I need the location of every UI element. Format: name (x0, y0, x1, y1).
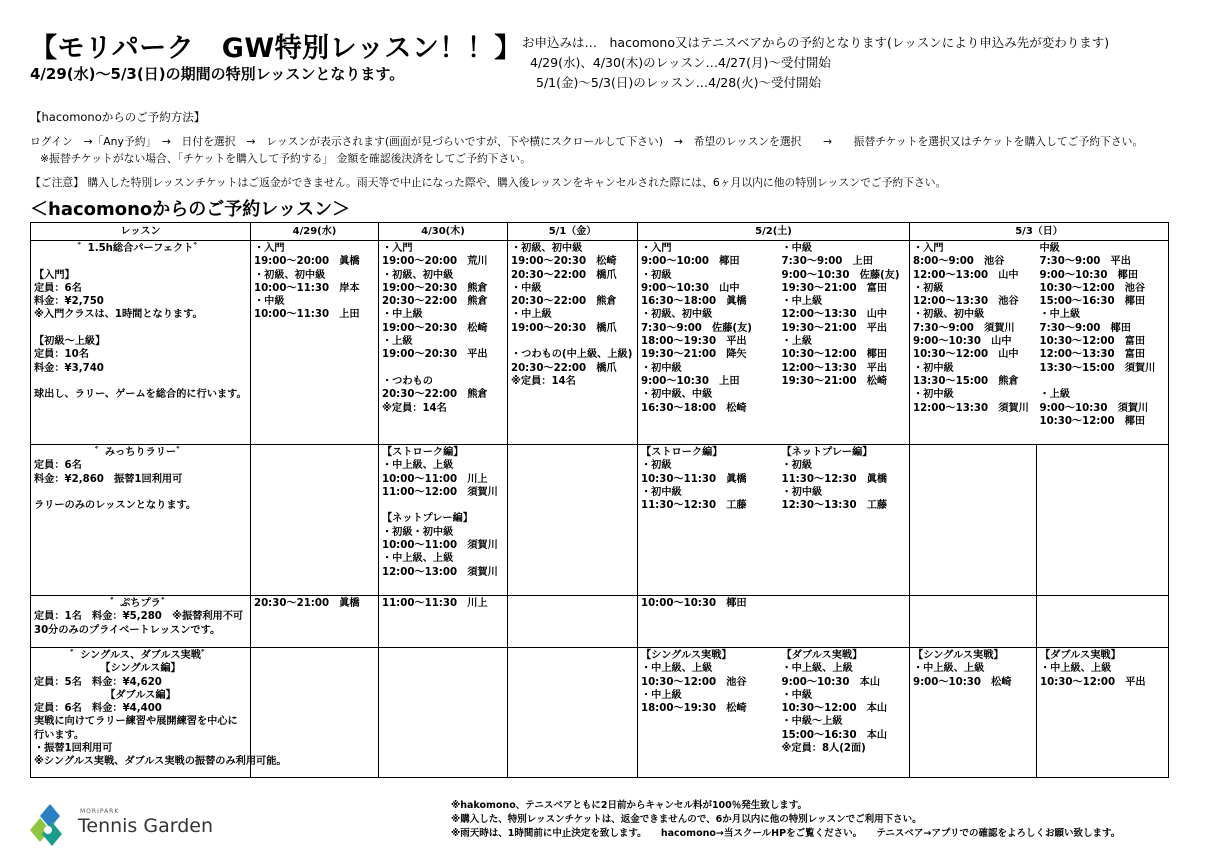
cell-line: ・中上級 (1039, 309, 1081, 321)
cell-line: ・初級 (913, 282, 944, 294)
cell-line: 12:30～13:30 工藤 (781, 500, 888, 512)
cell-line: ・中級～上級 (781, 716, 843, 728)
cell-line: 10:00～11:30 上田 (254, 309, 360, 321)
apply-info-line: 5/1(金)～5/3(日)のレッスン…4/28(火)～受付開始 (536, 75, 821, 90)
cell-line: ゛ぷちプラ゛ (109, 598, 172, 609)
cell-line: 20:30～22:00 橋爪 (511, 362, 617, 374)
cell-line: ・初中級 (641, 362, 682, 374)
cell-line: 20:30～22:00 熊倉 (511, 296, 617, 308)
cell-line: 9:00～10:30 須賀川 (1039, 402, 1149, 414)
cell-line: ※定員：8人(2面) (781, 743, 866, 755)
cell-line: ・初中級 (913, 362, 954, 374)
cell-line: 19:00～20:30 平出 (382, 349, 488, 361)
cell-line (34, 255, 247, 268)
cell-line: ・中上級 (781, 296, 823, 308)
cell-line (382, 499, 504, 512)
cell-line: 19:00～20:00 荒川 (382, 256, 488, 268)
schedule-cell (508, 445, 638, 596)
cell-line: ・初級 (641, 269, 672, 281)
cell-line: ・初中級 (641, 486, 682, 498)
cell-line: ・中級 (254, 296, 285, 308)
cell-line: 16:30～18:00 眞橋 (641, 296, 747, 308)
cell-line: 7:30～9:00 椰田 (1039, 322, 1131, 334)
schedule-cell (508, 241, 638, 445)
cell-line: 定員：6名 (34, 460, 82, 472)
cell-line: ・初中級 (913, 389, 954, 401)
cell-line: 9:00～10:00 椰田 (641, 256, 740, 268)
header-date: 4/29(水) (251, 223, 379, 241)
cell-line: ゛1.5h総合パーフェクト゛ (77, 243, 204, 254)
cell-line: 【シングルス実戦】 (913, 650, 1004, 661)
schedule-cell (910, 241, 1037, 445)
cell-line: 11:30～12:30 工藤 (641, 500, 747, 512)
cell-line: 11:00～11:30 川上 (382, 598, 488, 609)
logo-text: Tennis Garden (78, 815, 214, 837)
cell-line: 行います。 (34, 729, 85, 741)
cell-line: 【初級～上級】 (34, 336, 106, 348)
page-subtitle: 4/29(水)～5/3(日)の期間の特別レッスンとなります。 (30, 65, 405, 83)
cell-line: 7:30～9:00 上田 (781, 256, 873, 268)
cell-line: 12:00～13:30 須賀川 (913, 402, 1029, 414)
schedule-cell (779, 648, 910, 778)
cell-line: 10:00～10:30 椰田 (641, 598, 747, 609)
footer-note: ※雨天時は、1時間前に中止決定を致します。 hacomono→当スクールHPをご覧ください。 テニスベア→アプリでの確認をよろしくお願い致します。 (451, 828, 1121, 839)
schedule-cell (910, 648, 1037, 778)
cell-line: ・初中級、中級 (641, 389, 713, 401)
table-row (31, 596, 1169, 648)
schedule-cell (251, 241, 379, 445)
cell-line: 10:30～12:00 平出 (1040, 676, 1146, 688)
cell-line: 10:30～11:30 眞橋 (641, 473, 747, 485)
header-lesson: レッスン (31, 223, 251, 241)
schedule-cell (508, 648, 638, 778)
schedule-cell (638, 648, 779, 778)
cell-line: 10:30～12:00 本山 (781, 703, 888, 715)
cell-line: ・初級、初中級 (382, 269, 454, 281)
cell-line (34, 486, 247, 499)
footer-notes (451, 799, 1120, 841)
cell-line: 料金：¥3,740 (34, 362, 104, 374)
cell-line: 10:00～11:00 川上 (382, 473, 488, 485)
cell-line: 11:00～12:00 須賀川 (382, 486, 498, 498)
schedule-cell (379, 596, 508, 648)
cell-line: ・入門 (913, 243, 944, 254)
cell-line: 19:30～21:00 平出 (781, 322, 888, 334)
cell-line: ・初級、初中級 (511, 243, 583, 254)
cell-line: 10:30～12:00 池谷 (1039, 282, 1146, 294)
cell-line: 11:30～12:30 眞橋 (781, 473, 888, 485)
cell-line: 12:00～13:30 富田 (1039, 349, 1146, 361)
cell-line: ※入門クラスは、1時間となります。 (34, 309, 203, 321)
cell-line: ・初級・初中級 (382, 526, 454, 538)
cell-line: 12:00～13:00 須賀川 (382, 566, 498, 578)
cell-line: 19:00～20:30 松崎 (382, 322, 488, 334)
cell-line: 【ネットプレー編】 (382, 513, 473, 525)
cell-line: 20:30～22:00 熊倉 (382, 296, 488, 308)
cell-line: 20:30～22:00 熊倉 (382, 389, 488, 401)
cell-line: 7:30～9:00 佐藤(友) (641, 322, 752, 334)
cell-line (34, 375, 247, 388)
cell-line: 9:00～10:30 椰田 (1039, 269, 1139, 281)
cell-line: 10:00～11:30 岸本 (254, 282, 360, 294)
cell-line: ・初級 (781, 460, 813, 472)
schedule-cell (1037, 241, 1169, 445)
cell-line: ・中級 (511, 282, 542, 294)
cell-line: 12:00～13:30 池谷 (913, 296, 1019, 308)
header-date: 5/1（金） (508, 223, 638, 241)
cell-line: 10:30～12:00 富田 (1039, 336, 1146, 348)
cell-line: ・中上級、上級 (781, 663, 853, 675)
cell-line: ※シングルス実戦、ダブルス実戦の振替のみ利用可能。 (34, 756, 287, 768)
cell-line: 9:00～10:30 山中 (641, 282, 740, 294)
cell-line: ゛シングルス、ダブルス実戦゛ (69, 650, 212, 661)
cell-line: 13:30～15:00 須賀川 (1039, 362, 1156, 374)
cell-line: ・振替1回利用可 (34, 743, 113, 755)
schedule-cell (379, 648, 508, 778)
cell-line (34, 322, 247, 335)
section-title: ＜hacomonoからのご予約レッスン＞ (30, 199, 351, 220)
cell-line: 19:00～20:30 熊倉 (382, 282, 488, 294)
cell-line: 7:30～9:00 須賀川 (913, 322, 1015, 334)
cell-line: 19:00～20:00 眞橋 (254, 256, 360, 268)
cell-line: 【ダブルス実戦】 (1040, 650, 1121, 661)
cell-line: 定員：6名 料金：¥4,400 (34, 703, 162, 715)
cell-line (1040, 375, 1166, 388)
cell-line: 19:30～21:00 富田 (781, 282, 888, 294)
cell-line: ゛みっちりラリー゛ (94, 447, 187, 458)
cell-line: 9:00～10:30 松崎 (913, 676, 1012, 688)
apply-info (522, 33, 1109, 93)
cell-line: 8:00～9:00 池谷 (913, 256, 1005, 268)
cell-line: 9:00～10:30 山中 (913, 336, 1012, 348)
cell-line: 定員：10名 (34, 349, 89, 361)
cell-line: ・中上級 (382, 309, 423, 321)
cell-line: ・中上級 (641, 689, 682, 701)
cell-line: 12:00～13:30 山中 (781, 309, 888, 321)
schedule-cell (638, 596, 779, 648)
cell-line: 18:00～19:30 松崎 (641, 703, 747, 715)
cell-line: 15:00～16:30 本山 (781, 729, 888, 741)
howto-note: ※振替チケットがない場合、「チケットを購入して予約する」 金額を確認後決済をしてご予約下さい。 (40, 152, 531, 165)
cell-line: 7:30～9:00 平出 (1039, 256, 1131, 268)
cell-line: ・中級 (781, 689, 813, 701)
cell-line: 【シングルス編】 (100, 663, 181, 675)
cell-line: 球出し、ラリー、ゲームを総合的に行います。 (34, 389, 247, 401)
lesson-cell (31, 241, 251, 445)
howto-heading: 【hacomonoからのご予約方法】 (30, 110, 206, 124)
cell-line: 【ネットプレー編】 (781, 447, 873, 458)
cell-line: 【ダブルス編】 (105, 689, 176, 701)
cell-line: ・中上級、上級 (913, 663, 985, 675)
schedule-cell (910, 596, 1037, 648)
cell-line: ・初級、初中級 (641, 309, 713, 321)
cell-line: 料金：¥2,750 (34, 296, 104, 308)
cell-line (511, 335, 634, 348)
schedule-cell (1037, 596, 1169, 648)
schedule-cell (1037, 648, 1169, 778)
cell-line: 12:00～13:30 平出 (781, 362, 888, 374)
schedule-cell (638, 445, 779, 596)
cell-line: ・中上級、上級 (382, 460, 454, 472)
cell-line: 定員：5名 料金：¥4,620 (34, 676, 162, 688)
apply-info-line: 4/29(水)、4/30(木)のレッスン…4/27(月)～受付開始 (530, 55, 831, 70)
cell-line: ・上級 (781, 336, 813, 348)
schedule-cell (251, 596, 379, 648)
page-title: 【モリパーク GW特別レッスン！！】 (30, 33, 522, 64)
cell-line: 実戦に向けてラリー練習や展開練習を中心に (34, 716, 238, 728)
schedule-cell (379, 445, 508, 596)
cell-line: ・入門 (641, 243, 672, 254)
cell-line: ・中上級 (511, 309, 552, 321)
cell-line: 【入門】 (34, 269, 75, 281)
lesson-schedule-table (30, 222, 1169, 778)
cell-line: 20:30～22:00 橋爪 (511, 269, 617, 281)
table-row (31, 241, 1169, 445)
cell-line: 10:30～12:00 椰田 (781, 349, 888, 361)
apply-info-line: お申込みは… hacomono又はテニスベアからの予約となります(レッスンにより申込み先が変わります) (522, 35, 1110, 50)
cell-line: 20:30～21:00 眞橋 (254, 598, 360, 609)
cell-line: 9:00～10:30 佐藤(友) (781, 269, 900, 281)
footer-note: ※購入した、特別レッスンチケットは、返金できませんので、6か月以内に他の特別レッスンでご利用下さい。 (451, 814, 922, 825)
cell-line: 19:30～21:00 松崎 (781, 375, 888, 387)
schedule-cell (251, 445, 379, 596)
cell-line: ・中上級、上級 (382, 553, 454, 565)
cell-line: 定員：1名 料金：¥5,280 ※振替利用不可 (34, 611, 244, 623)
lesson-cell (31, 648, 287, 778)
cell-line: 19:30～21:00 降矢 (641, 349, 747, 361)
schedule-cell (779, 241, 910, 445)
cell-line: 30分のみのプライベートレッスンです。 (34, 624, 221, 636)
cell-line: 料金：¥2,860 振替1回利用可 (34, 473, 183, 485)
cell-line: 19:00～20:30 橋爪 (511, 322, 617, 334)
cell-line: 【ダブルス実戦】 (781, 650, 863, 661)
table-row (31, 648, 1169, 778)
cell-line: ・上級 (382, 336, 413, 348)
logo-small-text: MORIPARK (80, 808, 120, 815)
cell-line: ・つわもの(中上級、上級) (511, 349, 633, 361)
schedule-cell (779, 445, 910, 596)
cell-line: 18:00～19:30 平出 (641, 336, 747, 348)
cell-line: ・入門 (254, 243, 285, 254)
schedule-cell (379, 241, 508, 445)
cell-line: 16:30～18:00 松崎 (641, 402, 747, 414)
cell-line: ・中上級、上級 (641, 663, 713, 675)
header-date: 5/3（日） (910, 223, 1169, 241)
cell-line: 【ストローク編】 (641, 447, 723, 458)
lesson-cell (31, 445, 251, 596)
schedule-cell (779, 596, 910, 648)
cell-line: 中級 (1039, 243, 1060, 254)
cell-line: ・初中級 (781, 486, 823, 498)
cell-line: ラリーのみのレッスンとなります。 (34, 500, 197, 512)
cell-line: 13:30～15:00 熊倉 (913, 375, 1019, 387)
table-row (31, 445, 1169, 596)
cell-line: 10:30～12:00 椰田 (1039, 415, 1146, 427)
cell-line: ・初級、初中級 (254, 269, 326, 281)
cell-line: ※定員：14名 (511, 375, 576, 387)
schedule-cell (508, 596, 638, 648)
cell-line: 19:00～20:30 松崎 (511, 256, 617, 268)
table-header-row (31, 223, 1169, 241)
cell-line: 【シングルス実戦】 (641, 650, 732, 661)
lesson-cell (31, 596, 251, 648)
cell-line: 9:00～10:30 上田 (641, 375, 740, 387)
cell-line: ・入門 (382, 243, 413, 254)
cell-line: 10:30～12:00 山中 (913, 349, 1019, 361)
cell-line: ・初級 (641, 460, 672, 472)
cell-line: ・中上級、上級 (1040, 663, 1112, 675)
schedule-cell (638, 241, 779, 445)
cell-line: 9:00～10:30 本山 (781, 676, 881, 688)
schedule-cell (1037, 445, 1169, 596)
cell-line: 12:00～13:00 山中 (913, 269, 1019, 281)
logo-mark-icon (28, 800, 78, 850)
footer-note: ※hakomono、テニスベアともに2日前からキャンセル料が100％発生致します。 (451, 800, 808, 811)
cell-line: ※定員：14名 (382, 402, 447, 414)
header-date: 5/2(土) (638, 223, 910, 241)
schedule-cell (910, 445, 1037, 596)
cell-line: ・中級 (781, 243, 813, 254)
cell-line: 定員：6名 (34, 282, 82, 294)
caution-text: 【ご注意】 購入した特別レッスンチケットはご返金ができません。雨天等で中止になった際や、購入後レッスンをキャンセルされた際には、6ヶ月以内に他の特別レッスンでご予約下さい。 (30, 176, 947, 189)
cell-line (382, 362, 504, 375)
cell-line: ・つわもの (382, 375, 433, 387)
cell-line: 15:00～16:30 椰田 (1039, 296, 1146, 308)
howto-steps: ログイン →「Any予約」 → 日付を選択 → レッスンが表示されます(画面が見づらいですが、下や横にスクロールして下さい) → 希望のレッスンを選択 → 振替チケットを選択又はチケットを購入してご予約下さい。 (30, 135, 1144, 148)
cell-line: ・上級 (1039, 389, 1071, 401)
cell-line: 【ストローク編】 (382, 447, 464, 458)
header-date: 4/30(木) (379, 223, 508, 241)
cell-line: 10:30～12:00 池谷 (641, 676, 747, 688)
cell-line: 10:00～11:00 須賀川 (382, 540, 498, 552)
cell-line: ・初級、初中級 (913, 309, 985, 321)
